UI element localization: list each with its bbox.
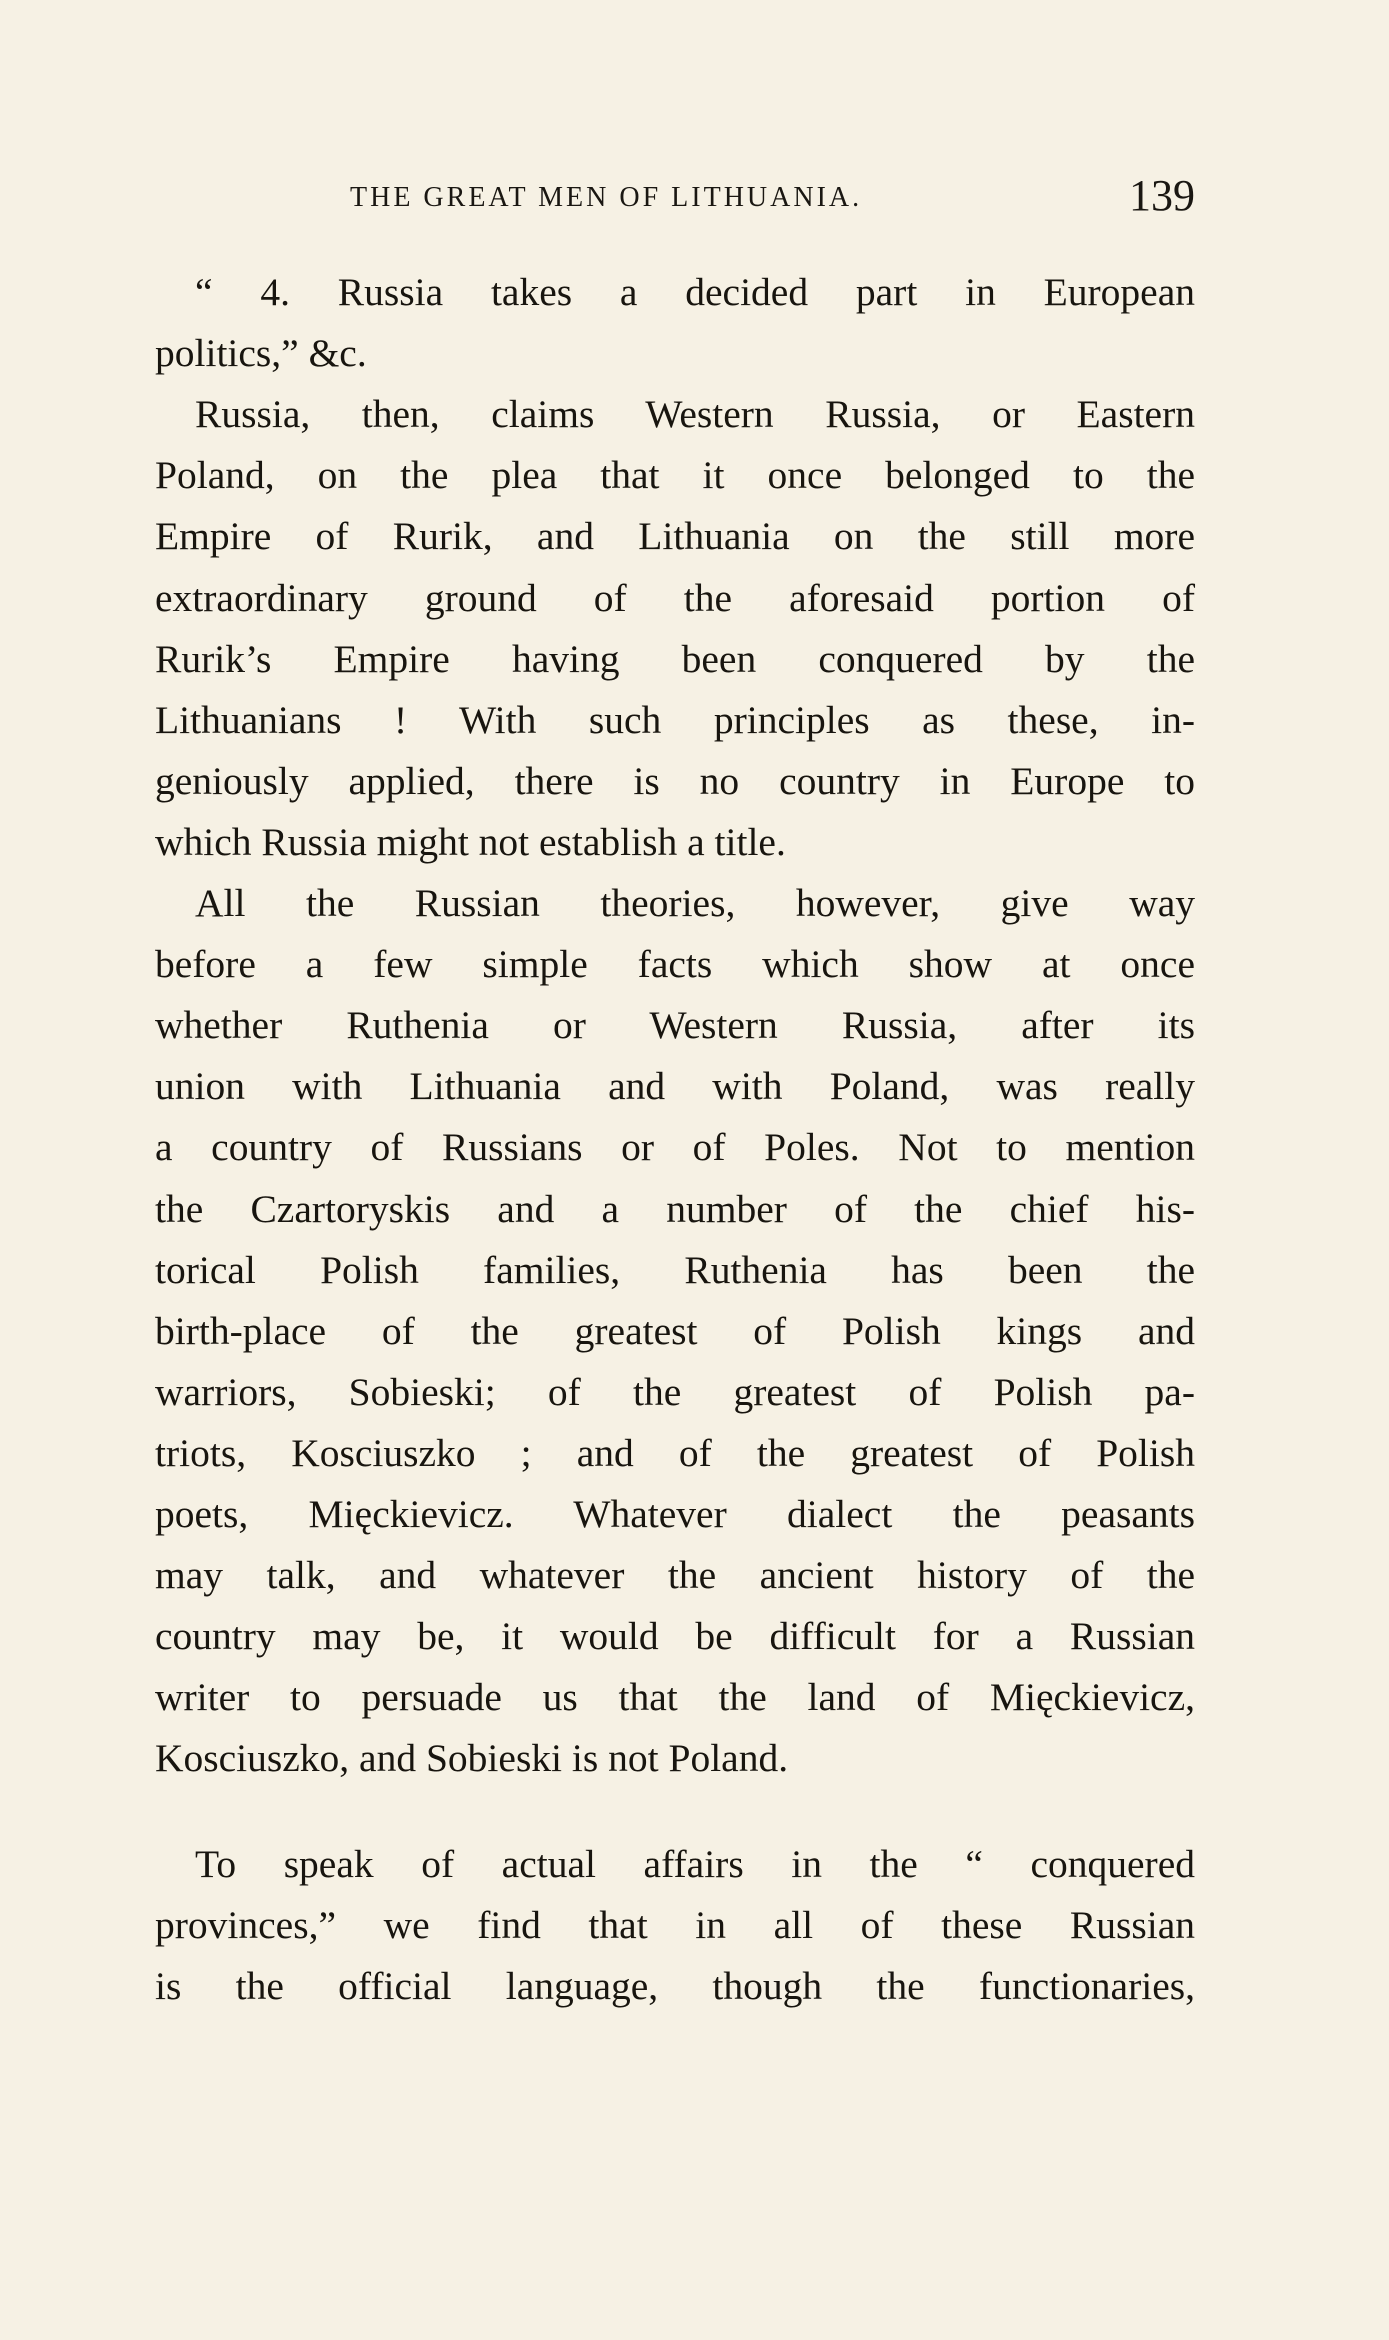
text-line: “ 4. Russia takes a decided part in European — [195, 270, 1195, 314]
text-line: writer to persuade us that the land of Mięckievicz, — [155, 1675, 1195, 1720]
text-line: triots, Kosciuszko ; and of the greatest of Polish — [155, 1430, 1195, 1475]
text-line: torical Polish families, Ruthenia has been the — [155, 1247, 1195, 1292]
text-line: before a few simple facts which show at once — [155, 942, 1195, 987]
text-line: provinces,” we find that in all of these Russian — [155, 1902, 1195, 1947]
text-line: country may be, it would be difficult for a Russian — [155, 1614, 1195, 1659]
text-line: To speak of actual affairs in the “ conquered — [195, 1841, 1195, 1886]
running-title: THE GREAT MEN OF LITHUANIA. — [350, 182, 863, 213]
page-number: 139 — [1129, 171, 1195, 220]
text-line: politics,” &c. — [155, 331, 367, 376]
text-line: geniously applied, there is no country in Europe to — [155, 758, 1195, 803]
text-line: Lithuanians ! With such principles as these, in- — [155, 697, 1195, 742]
text-line: is the official language, though the functionaries, — [155, 1963, 1195, 2008]
text-line: warriors, Sobieski; of the greatest of Polish pa- — [155, 1369, 1195, 1414]
text-line: Rurik’s Empire having been conquered by the — [155, 636, 1195, 681]
text-line: whether Ruthenia or Western Russia, after its — [155, 1003, 1195, 1048]
text-line: a country of Russians or of Poles. Not to mention — [155, 1125, 1195, 1170]
text-line: extraordinary ground of the aforesaid portion of — [155, 575, 1195, 620]
text-line: Empire of Rurik, and Lithuania on the still more — [155, 514, 1195, 559]
text-line: birth-place of the greatest of Polish kings and — [155, 1308, 1195, 1353]
running-header — [155, 170, 1195, 230]
text-line: Russia, then, claims Western Russia, or Eastern — [195, 392, 1195, 437]
text-line: union with Lithuania and with Poland, was really — [155, 1064, 1195, 1109]
text-line: poets, Mięckievicz. Whatever dialect the peasants — [155, 1492, 1195, 1536]
text-line: All the Russian theories, however, give way — [195, 881, 1195, 925]
text-line: the Czartoryskis and a number of the chief his- — [155, 1186, 1195, 1231]
text-line: which Russia might not establish a title. — [155, 819, 786, 864]
text-line: may talk, and whatever the ancient history of the — [155, 1553, 1195, 1598]
text-line: Poland, on the plea that it once belonged to the — [155, 453, 1195, 498]
text-line: Kosciuszko, and Sobieski is not Poland. — [155, 1736, 789, 1781]
